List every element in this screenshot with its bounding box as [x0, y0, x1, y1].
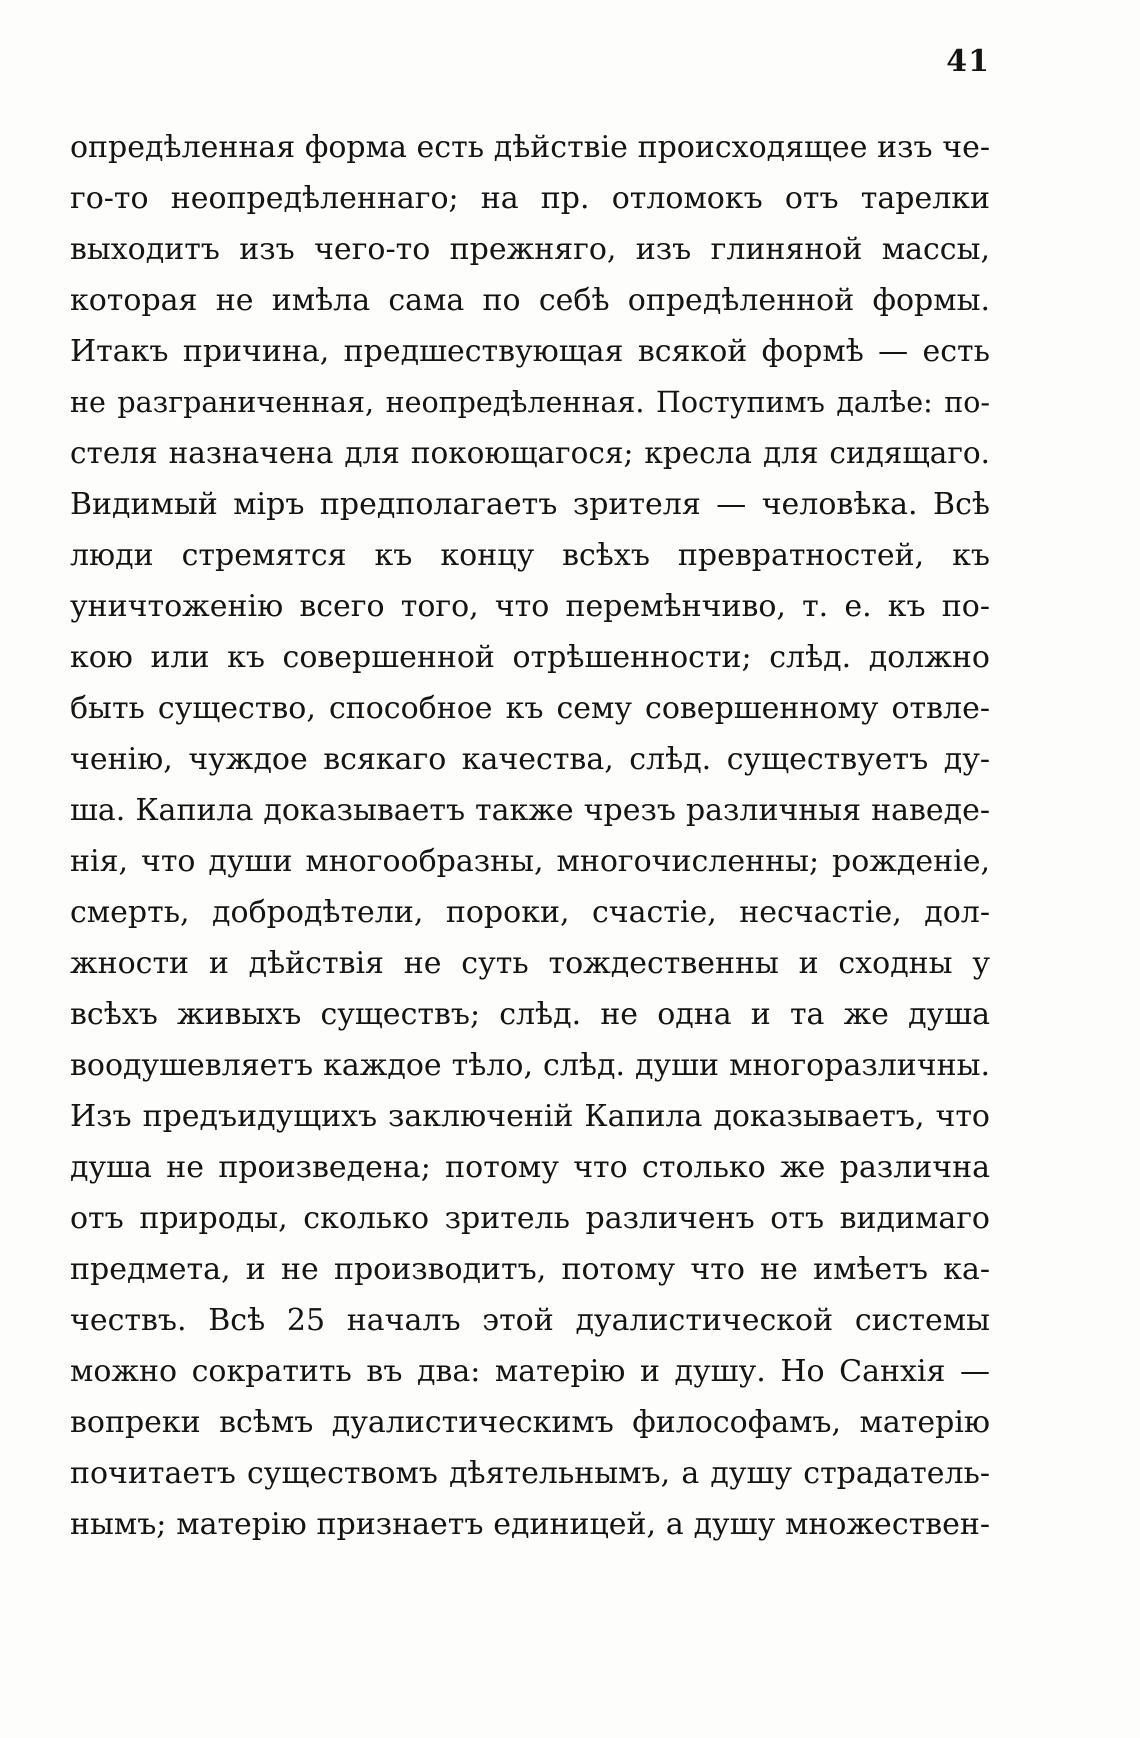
text-line: чествъ. Всѣ 25 началъ этой дуалистической системы: [70, 1303, 990, 1338]
text-line: нія, что души многообразны, многочисленны; рожденіе,: [70, 844, 990, 879]
text-line: отъ природы, сколько зритель различенъ отъ видимаго: [70, 1201, 990, 1236]
text-line: предмета, и не производитъ, потому что не имѣетъ ка-: [70, 1252, 990, 1287]
text-line: опредѣленная форма есть дѣйствіе происходящее изъ че-: [70, 130, 990, 165]
text-line: быть существо, способное къ сему совершенному отвле-: [70, 691, 990, 726]
text-line: воодушевляетъ каждое тѣло, слѣд. души многоразличны.: [70, 1048, 990, 1083]
text-line: смерть, добродѣтели, пороки, счастіе, несчастіе, дол-: [70, 895, 990, 930]
text-line: го-то неопредѣленнаго; на пр. отломокъ отъ тарелки: [70, 181, 990, 216]
text-line: всѣхъ живыхъ существъ; слѣд. не одна и та же душа: [70, 997, 990, 1032]
text-line: кою или къ совершенной отрѣшенности; слѣд. должно: [70, 640, 990, 675]
text-line: Итакъ причина, предшествующая всякой формѣ — есть: [70, 334, 990, 369]
text-line: стеля назначена для покоющагося; кресла для сидящаго.: [70, 436, 990, 470]
page-number: 41: [946, 44, 990, 79]
text-line: Видимый міръ предполагаетъ зрителя — человѣка. Всѣ: [70, 487, 990, 522]
text-line: которая не имѣла сама по себѣ опредѣленной формы.: [70, 283, 990, 318]
body-text: [70, 122, 990, 1550]
text-line: ша. Капила доказываетъ также чрезъ различныя наведе-: [70, 793, 990, 828]
text-line: нымъ; матерію признаетъ единицей, а душу множествен-: [70, 1507, 990, 1542]
text-line: Изъ предъидущихъ заключеній Капила доказываетъ, что: [70, 1099, 990, 1134]
text-line: ченію, чуждое всякаго качества, слѣд. существуетъ ду-: [70, 742, 990, 777]
text-line: люди стремятся къ концу всѣхъ превратностей, къ: [70, 538, 990, 573]
text-line: жности и дѣйствія не суть тождественны и сходны у: [70, 946, 990, 981]
text-line: выходитъ изъ чего-то прежняго, изъ глиняной массы,: [70, 232, 990, 267]
text-line: вопреки всѣмъ дуалистическимъ философамъ, матерію: [70, 1405, 990, 1440]
text-line: не разграниченная, неопредѣленная. Поступимъ далѣе: по-: [70, 386, 990, 419]
text-line: уничтоженію всего того, что перемѣнчиво, т. е. къ по-: [70, 589, 990, 624]
text-line: почитаетъ существомъ дѣятельнымъ, а душу страдатель-: [70, 1456, 990, 1491]
text-line: душа не произведена; потому что столько же различна: [70, 1150, 990, 1185]
text-line: можно сократить въ два: матерію и душу. Но Санхія —: [70, 1354, 990, 1389]
